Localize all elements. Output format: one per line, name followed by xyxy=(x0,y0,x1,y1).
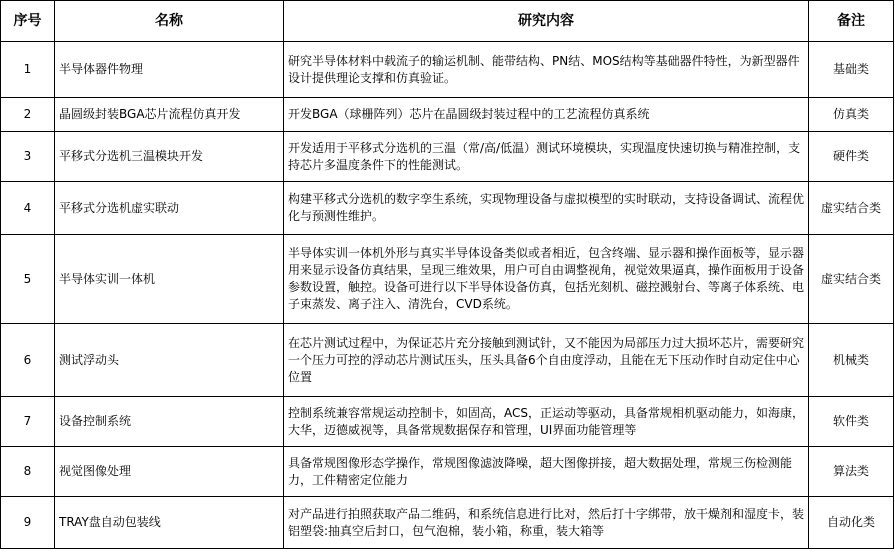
row-no: 9 xyxy=(1,497,55,549)
row-no: 7 xyxy=(1,397,55,447)
table-row xyxy=(1,397,894,447)
table-row xyxy=(1,447,894,497)
table-row xyxy=(1,42,894,98)
row-name: 平移式分选机虚实联动 xyxy=(55,182,284,235)
row-note: 虚实结合类 xyxy=(809,182,894,235)
table-row xyxy=(1,132,894,182)
table-row xyxy=(1,497,894,549)
row-note: 算法类 xyxy=(809,447,894,497)
row-content: 控制系统兼容常规运动控制卡，如固高，ACS，正运动等驱动，具备常规相机驱动能力，如海康，大华，迈德威视等，具备常规数据保存和管理，UI界面功能管理等 xyxy=(284,397,809,447)
row-note: 自动化类 xyxy=(809,497,894,549)
header-name: 名称 xyxy=(55,1,284,42)
row-note: 软件类 xyxy=(809,397,894,447)
row-no: 3 xyxy=(1,132,55,182)
header-no: 序号 xyxy=(1,1,55,42)
row-content: 研究半导体材料中载流子的输运机制、能带结构、PN结、MOS结构等基础器件特性，为新型器件设计提供理论支撑和仿真验证。 xyxy=(284,42,809,98)
row-note: 硬件类 xyxy=(809,132,894,182)
row-name: 半导体实训一体机 xyxy=(55,235,284,324)
row-name: 测试浮动头 xyxy=(55,324,284,397)
row-name: 设备控制系统 xyxy=(55,397,284,447)
row-name: 视觉图像处理 xyxy=(55,447,284,497)
header-note: 备注 xyxy=(809,1,894,42)
header-row xyxy=(1,1,894,42)
row-no: 8 xyxy=(1,447,55,497)
row-content: 对产品进行拍照获取产品二维码，和系统信息进行比对，然后打十字绑带，放干燥剂和湿度卡，装铝塑袋:抽真空后封口，包气泡棉，装小箱，称重，装大箱等 xyxy=(284,497,809,549)
table-row xyxy=(1,324,894,397)
row-name: 平移式分选机三温模块开发 xyxy=(55,132,284,182)
row-name: 半导体器件物理 xyxy=(55,42,284,98)
table-row xyxy=(1,98,894,132)
row-name: TRAY盘自动包装线 xyxy=(55,497,284,549)
row-note: 基础类 xyxy=(809,42,894,98)
row-note: 虚实结合类 xyxy=(809,235,894,324)
row-no: 2 xyxy=(1,98,55,132)
row-content: 开发适用于平移式分选机的三温（常/高/低温）测试环境模块，实现温度快速切换与精准控制，支持芯片多温度条件下的性能测试。 xyxy=(284,132,809,182)
table-row xyxy=(1,235,894,324)
row-note: 仿真类 xyxy=(809,98,894,132)
row-no: 1 xyxy=(1,42,55,98)
row-content: 开发BGA（球栅阵列）芯片在晶圆级封装过程中的工艺流程仿真系统 xyxy=(284,98,809,132)
table-row xyxy=(1,182,894,235)
row-content: 构建平移式分选机的数字孪生系统，实现物理设备与虚拟模型的实时联动，支持设备调试、流程优化与预测性维护。 xyxy=(284,182,809,235)
row-name: 晶圆级封装BGA芯片流程仿真开发 xyxy=(55,98,284,132)
row-content: 在芯片测试过程中，为保证芯片充分接触到测试针，又不能因为局部压力过大损坏芯片，需要研究一个压力可控的浮动芯片测试压头，压头具备6个自由度浮动，且能在无下压动作时自动定住中心位置 xyxy=(284,324,809,397)
row-no: 4 xyxy=(1,182,55,235)
row-content: 半导体实训一体机外形与真实半导体设备类似或者相近，包含终端、显示器和操作面板等，显示器用来显示设备仿真结果，呈现三维效果，用户可自由调整视角，视觉效果逼真，操作面板用于设备参数设置，触控。设备可进行以下半导体设备仿真，包括光刻机、磁控溅射台、等离子体系统、电子束蒸发、离子注入、清洗台，CVD系统。 xyxy=(284,235,809,324)
row-note: 机械类 xyxy=(809,324,894,397)
row-no: 6 xyxy=(1,324,55,397)
row-content: 具备常规图像形态学操作，常规图像滤波降噪，超大图像拼接，超大数据处理，常规三伤检测能力，工件精密定位能力 xyxy=(284,447,809,497)
row-no: 5 xyxy=(1,235,55,324)
header-content: 研究内容 xyxy=(284,1,809,42)
